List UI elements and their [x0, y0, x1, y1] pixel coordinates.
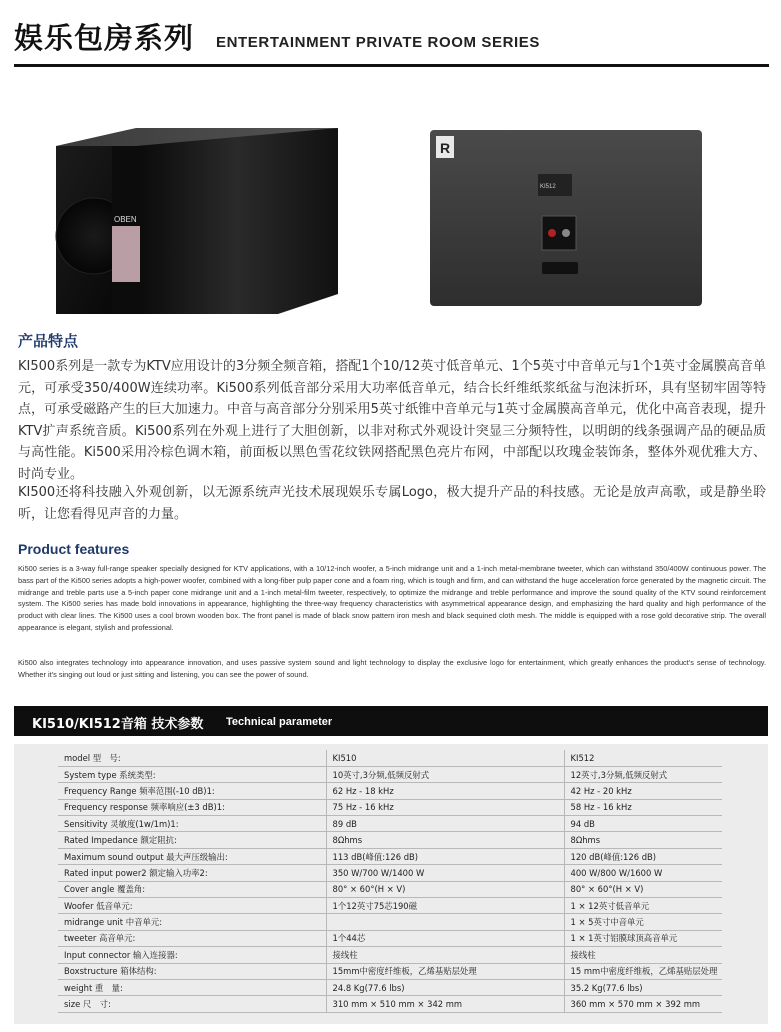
spec-label: System type 系统类型: [58, 766, 326, 782]
back-model-label: KI512 [540, 184, 556, 190]
spec-title-cn: KI510/KI512音箱 技术参数 [32, 717, 204, 732]
table-row [58, 881, 722, 897]
spec-label: size 尺 寸: [58, 996, 326, 1012]
spec-panel [14, 744, 768, 1024]
table-row [58, 930, 722, 946]
spec-value-ki510: KI510 [326, 750, 564, 766]
spec-value-ki510: 75 Hz - 16 kHz [326, 799, 564, 815]
spec-label: Rated Impedance 额定阻抗: [58, 832, 326, 848]
table-row [58, 979, 722, 995]
table-row [58, 898, 722, 914]
spec-label: weight 重 量: [58, 979, 326, 995]
table-row [58, 947, 722, 963]
spec-table [58, 750, 722, 1013]
spec-label: model 型 号: [58, 750, 326, 766]
spec-label: midrange unit 中音单元: [58, 914, 326, 930]
table-row [58, 799, 722, 815]
spec-value-ki512: 360 mm × 570 mm × 392 mm [564, 996, 722, 1012]
handle [542, 262, 578, 274]
spec-value-ki510: 接线柱 [326, 947, 564, 963]
spec-label: Frequency response 频率响应(±3 dB)1: [58, 799, 326, 815]
spec-value-ki510: 1个44芯 [326, 930, 564, 946]
table-row [58, 865, 722, 881]
spec-value-ki510: 310 mm × 510 mm × 342 mm [326, 996, 564, 1012]
spec-label: Maximum sound output 最大声压级输出: [58, 848, 326, 864]
features-para2-cn: KI500还将科技融入外观创新，以无源系统声光技术展现娱乐专属Logo，极大提升产品的科技感。无论是放声高歌，或是静坐聆听，让您看得见声音的力量。 [18, 485, 766, 522]
spec-value-ki512: 1 × 12英寸低音单元 [564, 898, 722, 914]
spec-value-ki512: 接线柱 [564, 947, 722, 963]
table-row [58, 816, 722, 832]
spec-value-ki510: 89 dB [326, 816, 564, 832]
table-row [58, 963, 722, 979]
spec-value-ki512: 35.2 Kg(77.6 lbs) [564, 979, 722, 995]
spec-value-ki512: 1 × 5英寸中音单元 [564, 914, 722, 930]
speaker-back-image [430, 130, 702, 306]
spec-label: Sensitivity 灵敏度(1w/1m)1: [58, 816, 326, 832]
spec-value-ki510 [326, 914, 564, 930]
spec-label: Input connector 输入连接器: [58, 947, 326, 963]
spec-value-ki510: 350 W/700 W/1400 W [326, 865, 564, 881]
features-para1-cn: KI500系列是一款专为KTV应用设计的3分频全频音箱，搭配1个10/12英寸低音单元、1个5英寸中音单元与1个1英寸金属膜高音单元，可承受350/400W连续功率。Ki500系列低音部分采用大功率低音单元，结合长纤维纸浆纸盆与泡沫折环，具有坚韧牢固等特点，可承受磁路产生的巨大加速力。中音与高音部分分别采用5英寸纸锥中音单元与1英寸金属膜高音单元，优化中高音表现，提升KTV扩声系统音质。Ki500系列在外观上进行了大胆创新，以非对称式外观设计突显三分频特性，以明朗的线条强调产品的硬品质与高性能。Ki500采用冷棕色调木箱，前面板以黑色雪花纹铁网搭配黑色亮片布网，中部配以玫瑰金装饰条，整体外观优雅大方、时尚专业。 [18, 359, 766, 482]
table-row [58, 914, 722, 930]
spec-value-ki512: 400 W/800 W/1600 W [564, 865, 722, 881]
spec-label: Boxstructure 箱体结构: [58, 963, 326, 979]
spec-label: Woofer 低音单元: [58, 898, 326, 914]
spec-value-ki510: 24.8 Kg(77.6 lbs) [326, 979, 564, 995]
spec-value-ki512: KI512 [564, 750, 722, 766]
table-row [58, 996, 722, 1012]
spec-value-ki512: 12英寸,3分频,低频反射式 [564, 766, 722, 782]
page-header [14, 14, 769, 70]
spec-value-ki510: 62 Hz - 18 kHz [326, 783, 564, 799]
spec-value-ki510: 113 dB(峰值:126 dB) [326, 848, 564, 864]
back-logo: R [440, 140, 451, 156]
spec-label: tweeter 高音单元: [58, 930, 326, 946]
spec-value-ki510: 1个12英寸75芯190磁 [326, 898, 564, 914]
spec-value-ki510: 10英寸,3分频,低频反射式 [326, 766, 564, 782]
spec-value-ki512: 8Ωhms [564, 832, 722, 848]
spec-value-ki512: 42 Hz - 20 kHz [564, 783, 722, 799]
table-row [58, 848, 722, 864]
features-para1-en: Ki500 series is a 3-way full-range speaker specially designed for KTV applications, with a 10/12-inch woofer, a 5-inch midrange unit and a 1-inch metal-membrane tweeter, which can withstand 350/400W continuous power. The bass part of the Ki500 series adopts a high-power woofer, combined with a long-fiber pulp paper cone and a foam ring, which is tough and firm, and can withstand the huge acceleration force generated by the magnetic circuit. The midrange and treble parts use a 5-inch paper cone midrange unit and a 1-inch metal-film tweeter, respectively, to optimize the midrange and treble performance and improve the sound quality of the KTV sound reinforcement system. The Ki500 series has made bold innovations in appearance, highlighting the three-way frequency characteristics with asymmetrical appearance design, and emphasizing the hard quality and high performance of the product with clear lines. The Ki500 uses a cool brown wooden box. The front panel is made of black snow pattern iron mesh and black sequined cloth mesh. The middle is equipped with a rose gold decorative strip. The overall appearance is elegant, stylish and professional. [18, 564, 766, 632]
table-row [58, 750, 722, 766]
table-row [58, 766, 722, 782]
features-heading-en: Product features [18, 541, 130, 557]
spec-value-ki512: 120 dB(峰值:126 dB) [564, 848, 722, 864]
spec-value-ki510: 8Ωhms [326, 832, 564, 848]
table-row [58, 783, 722, 799]
features-heading-cn: 产品特点 [18, 332, 79, 350]
page-title-en: ENTERTAINMENT PRIVATE ROOM SERIES [216, 34, 540, 51]
spec-value-ki512: 15 mm中密度纤维板，乙烯基贴层处理 [564, 963, 722, 979]
table-row [58, 832, 722, 848]
input-terminal [542, 216, 576, 250]
spec-value-ki512: 58 Hz - 16 kHz [564, 799, 722, 815]
spec-value-ki512: 80° × 60°(H × V) [564, 881, 722, 897]
spec-label: Rated input power2 额定输入功率2: [58, 865, 326, 881]
rose-gold-strip [112, 226, 140, 282]
spec-value-ki510: 80° × 60°(H × V) [326, 881, 564, 897]
spec-value-ki512: 94 dB [564, 816, 722, 832]
speaker-front-image [48, 126, 343, 316]
spec-value-ki510: 15mm中密度纤维板，乙烯基贴层处理 [326, 963, 564, 979]
front-logo: OBEN [114, 215, 137, 224]
spec-title-bar [14, 706, 768, 736]
page-title-cn: 娱乐包房系列 [14, 21, 195, 55]
spec-value-ki512: 1 × 1英寸铝膜球顶高音单元 [564, 930, 722, 946]
features-para2-en: Ki500 also integrates technology into appearance innovation, and uses passive system sound and light technology to display the exclusive logo for entertainment, which greatly enhances the product's sense of technology. Whether it's singing out loud or just sitting and listening, you can see the power of sound. [18, 658, 766, 679]
speaker-side-face [136, 128, 338, 314]
header-rule [14, 64, 769, 67]
spec-label: Frequency Range 频率范围(-10 dB)1: [58, 783, 326, 799]
spec-title-en: Technical parameter [226, 716, 333, 728]
product-hero [0, 72, 781, 330]
spec-label: Cover angle 覆盖角: [58, 881, 326, 897]
